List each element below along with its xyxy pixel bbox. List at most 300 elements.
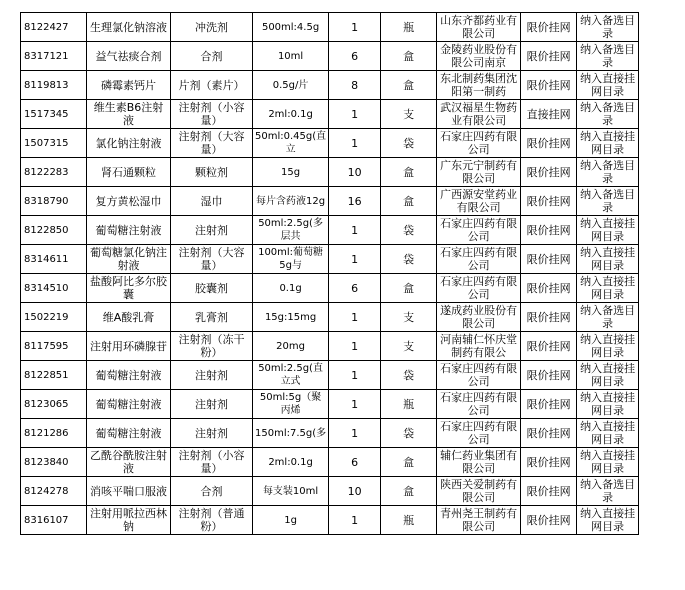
unit-cell — [381, 477, 437, 506]
manufacturer-cell — [437, 390, 521, 419]
catalog-note-cell-text: 纳入直接挂网目录 — [580, 72, 636, 98]
drug-code-cell — [21, 100, 87, 129]
specification-cell-text: 每支装10ml — [262, 485, 319, 497]
price-method-cell — [521, 448, 577, 477]
drug-code-cell-text: 8122427 — [24, 21, 69, 33]
drug-name-cell-text: 葡萄糖注射液 — [95, 397, 162, 411]
table-row — [21, 245, 639, 274]
dosage-form-cell — [171, 390, 253, 419]
drug-code-cell — [21, 361, 87, 390]
drug-code-cell — [21, 71, 87, 100]
drug-code-cell-text: 8317121 — [24, 50, 69, 62]
dosage-form-cell-text: 注射剂（冻干粉） — [178, 333, 245, 359]
drug-name-cell-text: 葡萄糖氯化钠注射液 — [90, 246, 167, 272]
dosage-form-cell-text: 湿巾 — [200, 194, 223, 208]
catalog-note-cell — [577, 100, 639, 129]
drug-name-cell-text: 葡萄糖注射液 — [95, 426, 162, 440]
unit-cell — [381, 245, 437, 274]
price-method-cell — [521, 129, 577, 158]
price-method-cell — [521, 361, 577, 390]
unit-cell-text: 瓶 — [403, 20, 415, 34]
manufacturer-cell-text: 石家庄四药有限公司 — [440, 420, 518, 446]
drug-name-cell-text: 复方黄松湿巾 — [95, 194, 162, 208]
catalog-note-cell-text: 纳入直接挂网目录 — [580, 333, 636, 359]
table-row — [21, 42, 639, 71]
unit-cell-text: 盒 — [403, 194, 415, 208]
dosage-form-cell — [171, 303, 253, 332]
manufacturer-cell-text: 广西源安堂药业有限公司 — [440, 188, 518, 214]
pack-quantity-cell — [329, 71, 381, 100]
price-method-cell-text: 限价挂网 — [526, 368, 571, 382]
drug-name-cell — [87, 100, 171, 129]
drug-name-cell-text: 维A酸乳膏 — [102, 310, 155, 324]
catalog-note-cell-text: 纳入备选目录 — [580, 188, 636, 214]
unit-cell-text: 袋 — [403, 252, 415, 266]
catalog-note-cell — [577, 419, 639, 448]
table-row — [21, 13, 639, 42]
drug-name-cell-text: 生理氯化钠溶液 — [90, 20, 167, 34]
table-row — [21, 332, 639, 361]
pack-quantity-cell-text: 6 — [351, 281, 359, 295]
unit-cell — [381, 158, 437, 187]
unit-cell — [381, 361, 437, 390]
dosage-form-cell-text: 注射剂 — [195, 368, 228, 382]
catalog-note-cell-text: 纳入备选目录 — [580, 478, 636, 504]
price-method-cell-text: 限价挂网 — [526, 397, 571, 411]
drug-code-cell — [21, 13, 87, 42]
catalog-note-cell-text: 纳入直接挂网目录 — [580, 246, 636, 272]
price-method-cell — [521, 216, 577, 245]
specification-cell — [253, 100, 329, 129]
drug-code-cell-text: 8318790 — [24, 195, 69, 207]
catalog-note-cell-text: 纳入备选目录 — [580, 159, 636, 185]
drug-code-cell — [21, 187, 87, 216]
drug-name-cell-text: 肾石通颗粒 — [101, 165, 156, 179]
drug-code-cell — [21, 390, 87, 419]
drug-name-cell-text: 磷霉素钙片 — [101, 78, 156, 92]
specification-cell-text: 50ml:2.5g(多层共 — [258, 218, 323, 242]
dosage-form-cell-text: 合剂 — [200, 49, 223, 63]
specification-cell-text: 2ml:0.1g — [268, 108, 313, 120]
table-row — [21, 390, 639, 419]
drug-table-wrapper — [20, 12, 639, 535]
unit-cell — [381, 100, 437, 129]
drug-code-cell — [21, 303, 87, 332]
pack-quantity-cell — [329, 448, 381, 477]
price-method-cell-text: 限价挂网 — [526, 281, 571, 295]
manufacturer-cell — [437, 506, 521, 535]
manufacturer-cell-text: 石家庄四药有限公司 — [440, 275, 518, 301]
drug-name-cell-text: 盐酸阿比多尔胶囊 — [90, 275, 167, 301]
table-row — [21, 448, 639, 477]
specification-cell-text: 50ml:2.5g(直立式 — [258, 363, 323, 387]
unit-cell — [381, 506, 437, 535]
drug-code-cell-text: 1517345 — [24, 108, 69, 120]
drug-table-body — [21, 13, 639, 535]
specification-cell — [253, 158, 329, 187]
specification-cell-text: 150ml:7.5g(多 — [255, 427, 327, 439]
drug-code-cell-text: 1507315 — [24, 137, 69, 149]
unit-cell — [381, 216, 437, 245]
catalog-note-cell — [577, 274, 639, 303]
drug-code-cell — [21, 477, 87, 506]
pack-quantity-cell-text: 10 — [347, 484, 362, 498]
pack-quantity-cell-text: 1 — [351, 223, 359, 237]
manufacturer-cell — [437, 477, 521, 506]
drug-name-cell — [87, 419, 171, 448]
dosage-form-cell-text: 合剂 — [200, 484, 223, 498]
price-method-cell-text: 直接挂网 — [526, 107, 571, 121]
drug-name-cell — [87, 245, 171, 274]
specification-cell — [253, 129, 329, 158]
catalog-note-cell-text: 纳入备选目录 — [580, 14, 636, 40]
pack-quantity-cell-text: 1 — [351, 20, 359, 34]
pack-quantity-cell — [329, 129, 381, 158]
pack-quantity-cell — [329, 390, 381, 419]
drug-name-cell — [87, 13, 171, 42]
price-method-cell — [521, 100, 577, 129]
drug-name-cell — [87, 71, 171, 100]
catalog-note-cell — [577, 245, 639, 274]
specification-cell — [253, 42, 329, 71]
manufacturer-cell-text: 石家庄四药有限公司 — [440, 217, 518, 243]
dosage-form-cell — [171, 13, 253, 42]
drug-name-cell — [87, 506, 171, 535]
dosage-form-cell-text: 注射剂（大容量） — [178, 130, 245, 156]
manufacturer-cell — [437, 216, 521, 245]
drug-name-cell — [87, 448, 171, 477]
specification-cell-text: 500ml:4.5g — [261, 21, 320, 33]
drug-code-cell — [21, 274, 87, 303]
drug-code-cell — [21, 419, 87, 448]
drug-name-cell-text: 葡萄糖注射液 — [95, 223, 162, 237]
catalog-note-cell — [577, 332, 639, 361]
price-method-cell — [521, 158, 577, 187]
drug-name-cell — [87, 361, 171, 390]
drug-code-cell — [21, 332, 87, 361]
unit-cell — [381, 390, 437, 419]
pack-quantity-cell-text: 6 — [351, 49, 359, 63]
catalog-note-cell-text: 纳入直接挂网目录 — [580, 449, 636, 475]
dosage-form-cell — [171, 245, 253, 274]
pack-quantity-cell-text: 1 — [351, 136, 359, 150]
specification-cell — [253, 71, 329, 100]
specification-cell — [253, 274, 329, 303]
drug-code-cell-text: 8117595 — [24, 340, 69, 352]
price-method-cell — [521, 419, 577, 448]
unit-cell-text: 袋 — [403, 136, 415, 150]
price-method-cell-text: 限价挂网 — [526, 49, 571, 63]
drug-code-cell — [21, 245, 87, 274]
unit-cell — [381, 13, 437, 42]
drug-name-cell-text: 维生素B6注射液 — [93, 101, 164, 127]
pack-quantity-cell — [329, 158, 381, 187]
unit-cell-text: 支 — [403, 339, 415, 353]
unit-cell-text: 袋 — [403, 223, 415, 237]
manufacturer-cell — [437, 332, 521, 361]
catalog-note-cell-text: 纳入备选目录 — [580, 101, 636, 127]
unit-cell-text: 袋 — [403, 368, 415, 382]
dosage-form-cell — [171, 361, 253, 390]
dosage-form-cell — [171, 158, 253, 187]
dosage-form-cell-text: 冲洗剂 — [195, 20, 228, 34]
price-method-cell-text: 限价挂网 — [526, 136, 571, 150]
drug-code-cell-text: 8119813 — [24, 79, 69, 91]
drug-name-cell-text: 乙酰谷酰胺注射液 — [90, 449, 167, 475]
unit-cell-text: 盒 — [403, 484, 415, 498]
drug-name-cell — [87, 129, 171, 158]
specification-cell — [253, 245, 329, 274]
dosage-form-cell-text: 注射剂（小容量） — [178, 101, 245, 127]
price-method-cell-text: 限价挂网 — [526, 513, 571, 527]
catalog-note-cell — [577, 42, 639, 71]
manufacturer-cell — [437, 274, 521, 303]
manufacturer-cell-text: 石家庄四药有限公司 — [440, 362, 518, 388]
price-method-cell-text: 限价挂网 — [526, 426, 571, 440]
manufacturer-cell-text: 遂成药业股份有限公司 — [440, 304, 518, 330]
unit-cell-text: 盒 — [403, 165, 415, 179]
drug-code-cell-text: 8124278 — [24, 485, 69, 497]
catalog-note-cell — [577, 477, 639, 506]
dosage-form-cell-text: 注射剂 — [195, 397, 228, 411]
pack-quantity-cell-text: 1 — [351, 368, 359, 382]
drug-code-cell-text: 8123065 — [24, 398, 69, 410]
catalog-note-cell-text: 纳入直接挂网目录 — [580, 391, 636, 417]
drug-code-cell-text: 8314510 — [24, 282, 69, 294]
manufacturer-cell-text: 石家庄四药有限公司 — [440, 391, 518, 417]
price-method-cell — [521, 245, 577, 274]
dosage-form-cell — [171, 42, 253, 71]
unit-cell-text: 瓶 — [403, 513, 415, 527]
specification-cell-text: 15g:15mg — [264, 311, 317, 323]
unit-cell-text: 支 — [403, 310, 415, 324]
dosage-form-cell-text: 片剂（素片） — [178, 78, 245, 92]
unit-cell — [381, 332, 437, 361]
dosage-form-cell — [171, 448, 253, 477]
pack-quantity-cell-text: 1 — [351, 426, 359, 440]
dosage-form-cell — [171, 477, 253, 506]
manufacturer-cell-text: 石家庄四药有限公司 — [440, 246, 518, 272]
pack-quantity-cell-text: 1 — [351, 513, 359, 527]
pack-quantity-cell — [329, 303, 381, 332]
dosage-form-cell-text: 注射剂（小容量） — [178, 449, 245, 475]
drug-name-cell — [87, 303, 171, 332]
catalog-note-cell-text: 纳入直接挂网目录 — [580, 362, 636, 388]
specification-cell-text: 50ml:0.45g(直立 — [255, 131, 327, 155]
drug-name-cell — [87, 216, 171, 245]
drug-list-table — [20, 12, 639, 535]
dosage-form-cell-text: 注射剂（大容量） — [178, 246, 245, 272]
pack-quantity-cell — [329, 245, 381, 274]
unit-cell — [381, 71, 437, 100]
manufacturer-cell-text: 山东齐都药业有限公司 — [440, 14, 518, 40]
catalog-note-cell-text: 纳入直接挂网目录 — [580, 217, 636, 243]
pack-quantity-cell-text: 1 — [351, 339, 359, 353]
pack-quantity-cell — [329, 477, 381, 506]
catalog-note-cell — [577, 506, 639, 535]
catalog-note-cell — [577, 13, 639, 42]
drug-name-cell — [87, 274, 171, 303]
specification-cell-text: 100ml:葡萄糖5g与 — [258, 247, 324, 271]
unit-cell — [381, 303, 437, 332]
specification-cell — [253, 187, 329, 216]
drug-code-cell — [21, 158, 87, 187]
price-method-cell-text: 限价挂网 — [526, 78, 571, 92]
specification-cell — [253, 361, 329, 390]
table-row — [21, 187, 639, 216]
drug-name-cell — [87, 390, 171, 419]
unit-cell-text: 支 — [403, 107, 415, 121]
specification-cell — [253, 477, 329, 506]
drug-code-cell-text: 8122283 — [24, 166, 69, 178]
table-row — [21, 100, 639, 129]
pack-quantity-cell — [329, 419, 381, 448]
price-method-cell — [521, 303, 577, 332]
dosage-form-cell — [171, 216, 253, 245]
manufacturer-cell — [437, 448, 521, 477]
pack-quantity-cell — [329, 42, 381, 71]
drug-name-cell — [87, 477, 171, 506]
pack-quantity-cell-text: 6 — [351, 455, 359, 469]
specification-cell-text: 0.1g — [279, 282, 302, 294]
drug-code-cell — [21, 129, 87, 158]
price-method-cell-text: 限价挂网 — [526, 165, 571, 179]
catalog-note-cell — [577, 216, 639, 245]
manufacturer-cell-text: 陕西关爱制药有限公司 — [440, 478, 518, 504]
catalog-note-cell — [577, 390, 639, 419]
table-row — [21, 129, 639, 158]
drug-code-cell-text: 8122851 — [24, 369, 69, 381]
table-row — [21, 216, 639, 245]
price-method-cell — [521, 42, 577, 71]
specification-cell — [253, 419, 329, 448]
price-method-cell — [521, 332, 577, 361]
dosage-form-cell — [171, 71, 253, 100]
unit-cell-text: 瓶 — [403, 397, 415, 411]
specification-cell — [253, 216, 329, 245]
catalog-note-cell-text: 纳入直接挂网目录 — [580, 275, 636, 301]
drug-code-cell-text: 8122850 — [24, 224, 69, 236]
unit-cell — [381, 129, 437, 158]
drug-name-cell-text: 葡萄糖注射液 — [95, 368, 162, 382]
drug-code-cell-text: 8121286 — [24, 427, 69, 439]
specification-cell-text: 0.5g/片 — [272, 79, 309, 91]
unit-cell-text: 袋 — [403, 426, 415, 440]
manufacturer-cell-text: 辅仁药业集团有限公司 — [440, 449, 518, 475]
price-method-cell — [521, 13, 577, 42]
price-method-cell-text: 限价挂网 — [526, 455, 571, 469]
price-method-cell-text: 限价挂网 — [526, 20, 571, 34]
specification-cell — [253, 13, 329, 42]
table-row — [21, 477, 639, 506]
manufacturer-cell — [437, 303, 521, 332]
drug-code-cell — [21, 42, 87, 71]
price-method-cell — [521, 187, 577, 216]
drug-name-cell-text: 消咳平喘口服液 — [90, 484, 167, 498]
specification-cell — [253, 448, 329, 477]
catalog-note-cell — [577, 448, 639, 477]
pack-quantity-cell — [329, 13, 381, 42]
manufacturer-cell — [437, 419, 521, 448]
drug-name-cell-text: 注射用环磷腺苷 — [90, 339, 167, 353]
manufacturer-cell — [437, 361, 521, 390]
catalog-note-cell — [577, 158, 639, 187]
manufacturer-cell — [437, 187, 521, 216]
unit-cell — [381, 187, 437, 216]
unit-cell-text: 盒 — [403, 281, 415, 295]
price-method-cell — [521, 477, 577, 506]
dosage-form-cell-text: 注射剂 — [195, 426, 228, 440]
manufacturer-cell-text: 河南辅仁怀庆堂制药有限公 — [440, 333, 518, 359]
unit-cell — [381, 42, 437, 71]
pack-quantity-cell — [329, 216, 381, 245]
unit-cell-text: 盒 — [403, 49, 415, 63]
catalog-note-cell — [577, 187, 639, 216]
price-method-cell — [521, 274, 577, 303]
pack-quantity-cell — [329, 361, 381, 390]
specification-cell-text: 每片含药液12g — [256, 195, 326, 207]
unit-cell — [381, 448, 437, 477]
dosage-form-cell-text: 注射剂（普通粉） — [178, 507, 245, 533]
drug-code-cell — [21, 506, 87, 535]
specification-cell-text: 15g — [281, 166, 301, 178]
drug-name-cell-text: 益气祛痰合剂 — [95, 49, 162, 63]
dosage-form-cell — [171, 332, 253, 361]
price-method-cell — [521, 71, 577, 100]
specification-cell-text: 20mg — [276, 340, 305, 352]
pack-quantity-cell-text: 8 — [351, 78, 359, 92]
specification-cell-text: 2ml:0.1g — [268, 456, 313, 468]
specification-cell — [253, 332, 329, 361]
specification-cell-text: 1g — [284, 514, 297, 526]
manufacturer-cell-text: 金陵药业股份有限公司南京 — [440, 43, 518, 69]
dosage-form-cell-text: 注射剂 — [195, 223, 228, 237]
catalog-note-cell — [577, 361, 639, 390]
unit-cell — [381, 274, 437, 303]
dosage-form-cell — [171, 274, 253, 303]
drug-code-cell-text: 8314611 — [24, 253, 69, 265]
unit-cell-text: 盒 — [403, 78, 415, 92]
drug-name-cell-text: 注射用哌拉西林钠 — [90, 507, 167, 533]
drug-name-cell — [87, 332, 171, 361]
dosage-form-cell-text: 乳膏剂 — [195, 310, 228, 324]
specification-cell-text: 50ml:5g（聚丙烯 — [259, 392, 322, 416]
price-method-cell-text: 限价挂网 — [526, 339, 571, 353]
manufacturer-cell-text: 广东元宁制药有限公司 — [440, 159, 518, 185]
price-method-cell-text: 限价挂网 — [526, 484, 571, 498]
table-row — [21, 158, 639, 187]
price-method-cell-text: 限价挂网 — [526, 310, 571, 324]
dosage-form-cell-text: 颗粒剂 — [195, 165, 228, 179]
manufacturer-cell-text: 武汉福星生物药业有限公司 — [440, 101, 518, 127]
price-method-cell — [521, 390, 577, 419]
manufacturer-cell — [437, 129, 521, 158]
drug-name-cell — [87, 42, 171, 71]
manufacturer-cell-text: 石家庄四药有限公司 — [440, 130, 518, 156]
price-method-cell-text: 限价挂网 — [526, 194, 571, 208]
specification-cell — [253, 506, 329, 535]
manufacturer-cell — [437, 100, 521, 129]
drug-name-cell — [87, 158, 171, 187]
pack-quantity-cell-text: 1 — [351, 397, 359, 411]
unit-cell-text: 盒 — [403, 455, 415, 469]
drug-code-cell-text: 8316107 — [24, 514, 69, 526]
pack-quantity-cell-text: 1 — [351, 252, 359, 266]
manufacturer-cell — [437, 158, 521, 187]
dosage-form-cell — [171, 506, 253, 535]
catalog-note-cell-text: 纳入备选目录 — [580, 43, 636, 69]
manufacturer-cell — [437, 245, 521, 274]
